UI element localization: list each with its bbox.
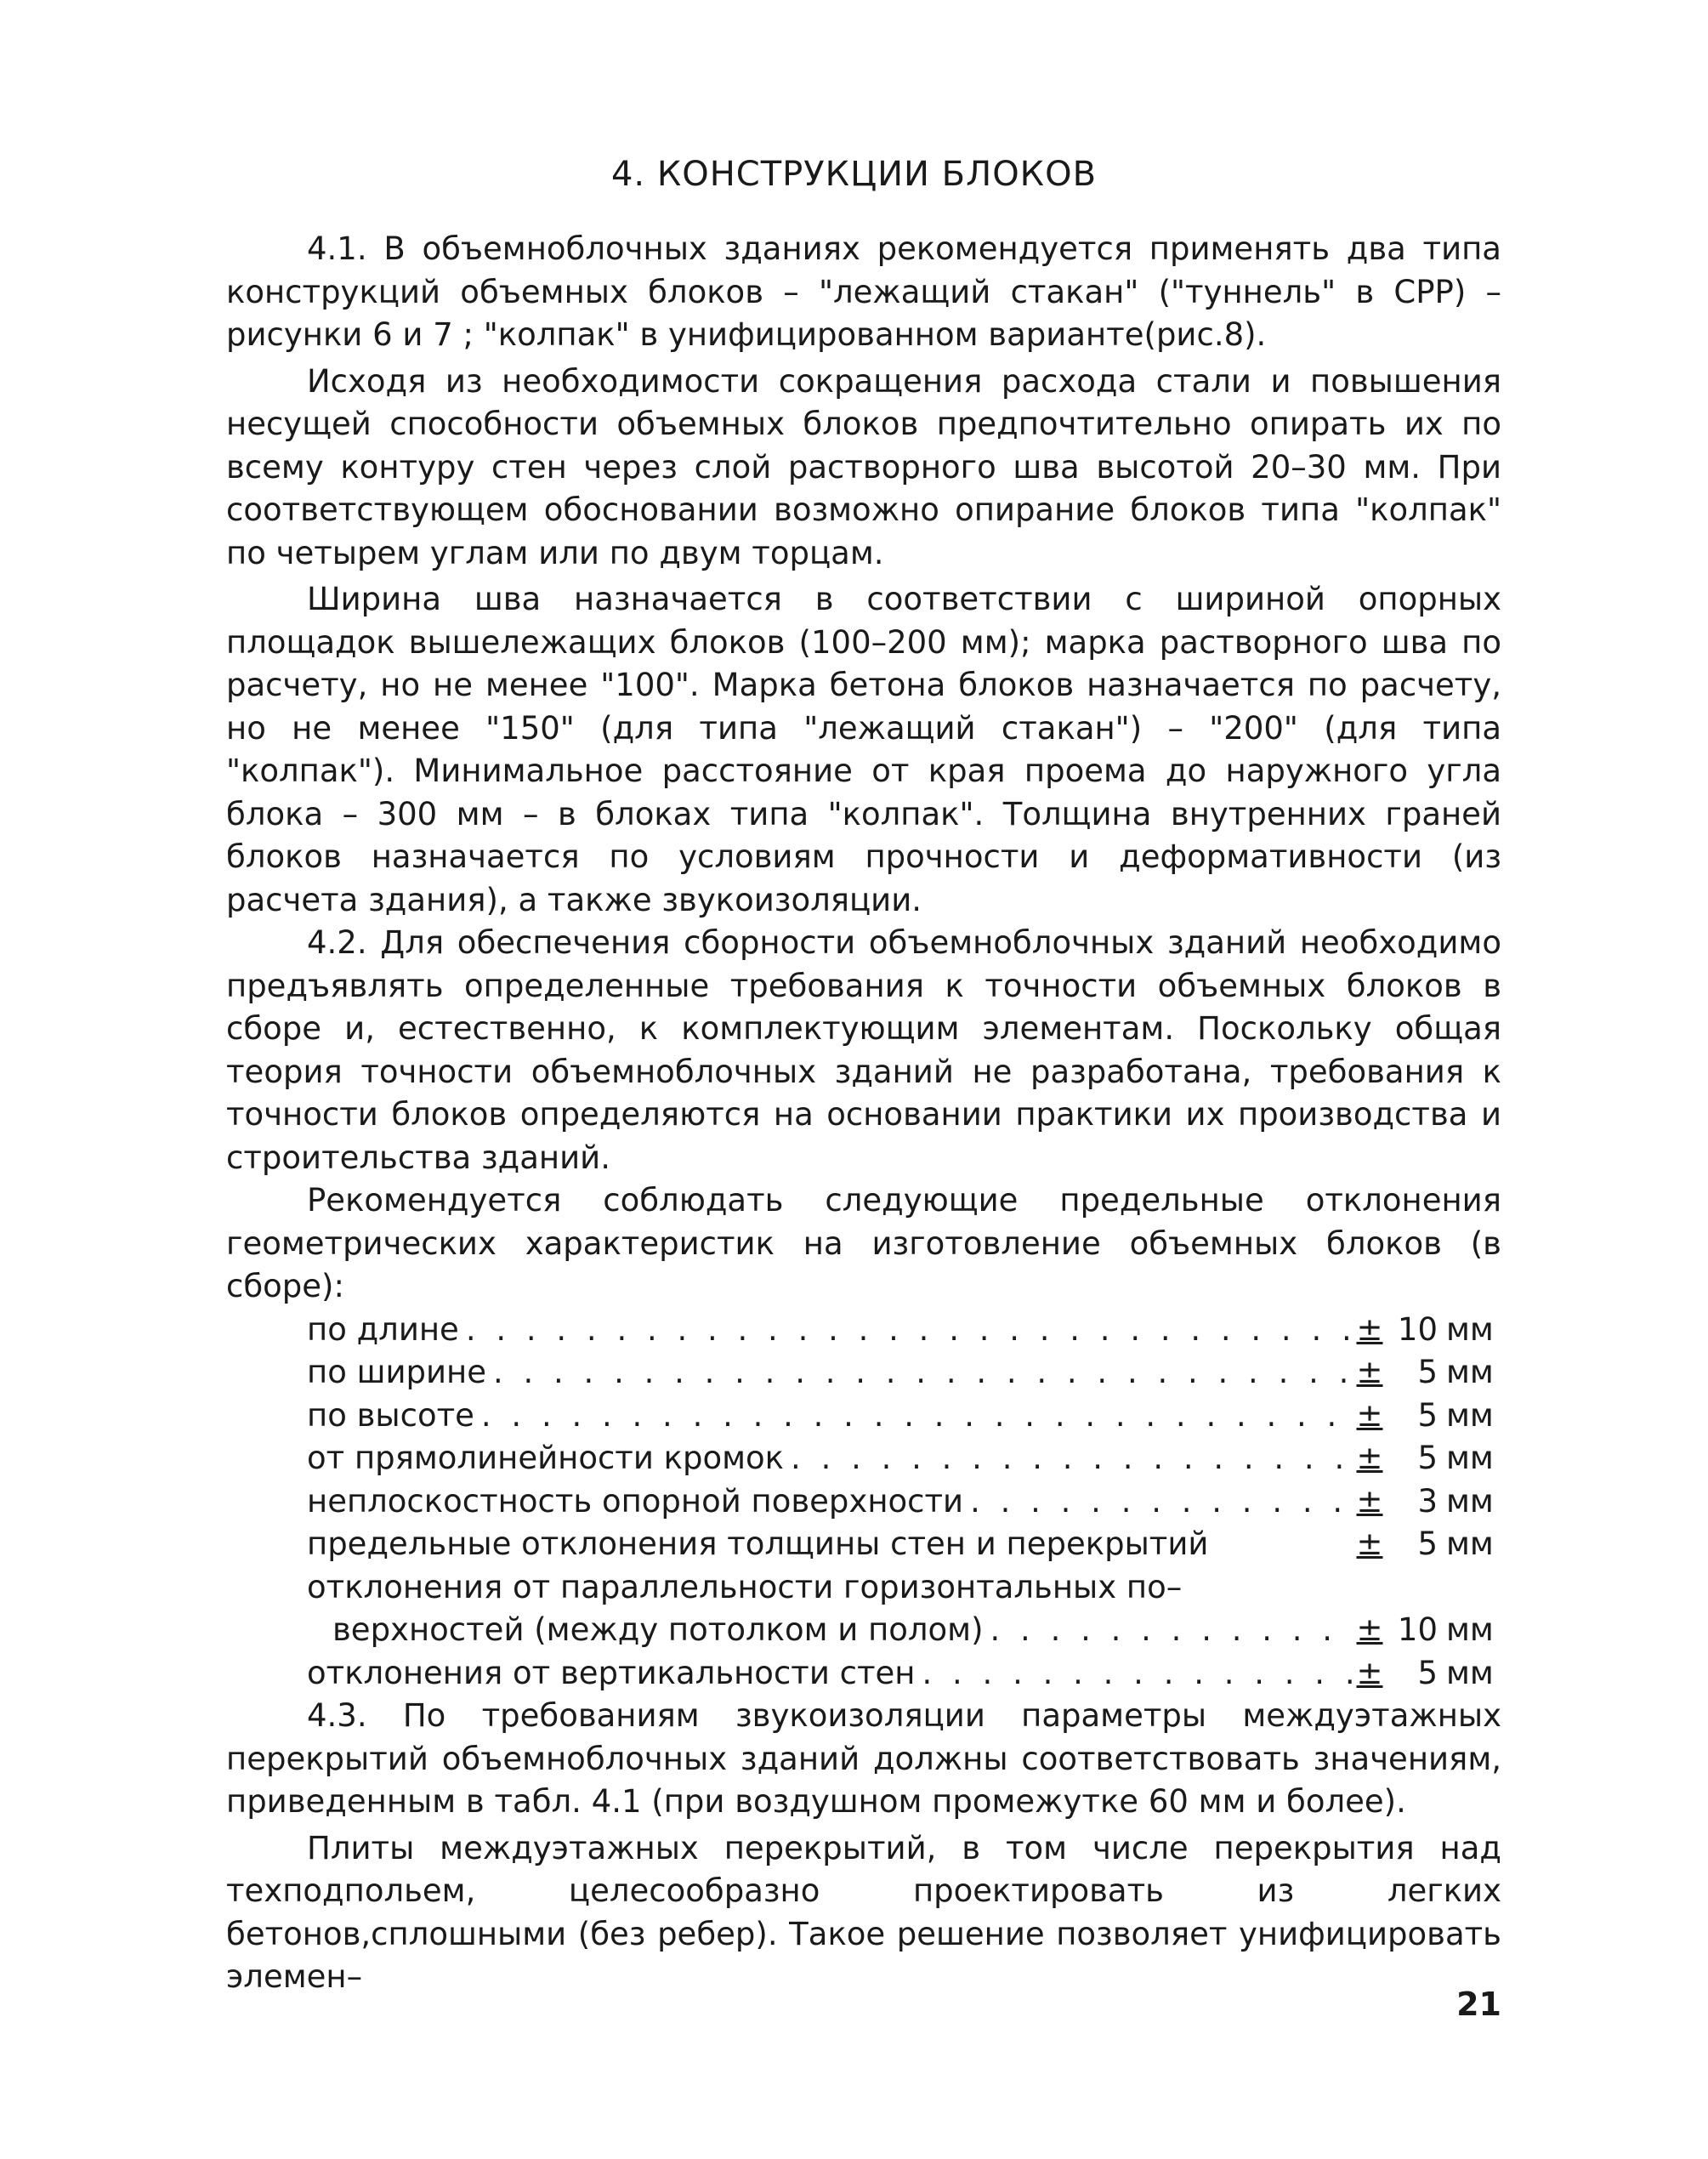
deviation-unit: мм	[1446, 1396, 1494, 1434]
deviation-row	[307, 1480, 1506, 1524]
paragraph-tolerances-intro: Рекомендуется соблюдать следующие предельные отклонения геометрических характеристик на изготовление объемных блоков (в сборе):	[226, 1182, 1501, 1304]
deviation-list	[226, 1309, 1506, 1696]
plus-minus-sign: ±	[1356, 1526, 1383, 1562]
plus-minus-sign: ±	[1356, 1440, 1383, 1476]
deviation-unit: мм	[1446, 1526, 1494, 1562]
deviation-row	[307, 1309, 1506, 1352]
leader-dots	[486, 1351, 1353, 1395]
deviation-value: 3	[1417, 1482, 1438, 1520]
deviation-label: неплоскостность опорной поверхности	[307, 1482, 964, 1520]
section-heading: 4. КОНСТРУКЦИИ БЛОКОВ	[610, 155, 1098, 194]
deviation-value: 5	[1417, 1440, 1438, 1476]
paragraph-seam-width: Ширина шва назначается в соответствии с шириной опорных площадок вышележащих блоков (100–200 мм); марка растворного шва по расчету, но не менее "100". Марка бетона блоков назначается по расчету, но не менее "150" (для типа "лежащий стакан") – "200" (для типа "колпак"). Минимальное расстояние от края проема до наружного угла блока – 300 мм – в блоках типа "колпак". Толщина внутренних граней блоков назначается по условиям прочности и деформативности (из расчета здания), а также звукоизоляции.	[226, 581, 1501, 918]
paragraph-support: Исходя из необходимости сокращения расхода стали и повышения несущей способности объемных блоков предпочтительно опирать их по всему контуру стен через слой растворного шва высотой 20–30 мм. При соответствующем обосновании возможно опирание блоков типа "колпак" по четырем углам или по двум торцам.	[226, 362, 1501, 571]
deviation-unit: мм	[1446, 1354, 1494, 1390]
paragraph-4-1: 4.1. В объемноблочных зданиях рекомендуется применять два типа конструкций объемных блоков – "лежащий стакан" ("туннель" в СРР) – рисунки 6 и 7 ; "колпак" в унифицированном варианте(рис.8).	[226, 230, 1501, 353]
page-number: 21	[1456, 1986, 1501, 2023]
leader-dots	[474, 1395, 1353, 1438]
deviation-row	[307, 1351, 1506, 1395]
deviation-label: по длине	[307, 1310, 459, 1348]
deviation-value: 5	[1417, 1526, 1438, 1562]
plus-minus-sign: ±	[1356, 1611, 1383, 1648]
deviation-row	[307, 1566, 1506, 1610]
deviation-row	[307, 1652, 1506, 1696]
paragraph-floor-slabs: Плиты междуэтажных перекрытий, в том числе перекрытия над техподпольем, целесообразно проектировать из легких бетонов,сплошными (без ребер). Такое решение позволяет унифицировать элемен–	[226, 1829, 1501, 1995]
body-text	[226, 228, 1501, 1999]
deviation-row	[307, 1395, 1506, 1438]
deviation-value: 10	[1397, 1611, 1438, 1648]
plus-minus-sign: ±	[1356, 1482, 1383, 1520]
leader-dots	[963, 1480, 1353, 1524]
deviation-label: по высоте	[307, 1396, 474, 1434]
paragraph-4-3: 4.3. По требованиям звукоизоляции параметры междуэтажных перекрытий объемноблочных зданий должны соответствовать значениям, приведенным в табл. 4.1 (при воздушном промежутке 60 мм и более).	[226, 1697, 1501, 1820]
plus-minus-sign: ±	[1356, 1396, 1383, 1434]
plus-minus-sign: ±	[1356, 1310, 1383, 1348]
deviation-label: верхностей (между потолком и полом)	[332, 1611, 984, 1648]
deviation-unit: мм	[1446, 1611, 1494, 1648]
paragraph-4-2: 4.2. Для обеспечения сборности объемноблочных зданий необходимо предъявлять определенные требования к точности объемных блоков в сборе и, естественно, к комплектующим элементам. Поскольку общая теория точности объемноблочных зданий не разработана, требования к точности блоков определяются на основании практики их производства и строительства зданий.	[226, 924, 1501, 1176]
deviation-row	[307, 1609, 1506, 1652]
deviation-value: 5	[1417, 1654, 1438, 1691]
deviation-row	[307, 1523, 1506, 1566]
deviation-value: 5	[1417, 1354, 1438, 1390]
deviation-label: по ширине	[307, 1354, 486, 1390]
leader-dots	[984, 1609, 1353, 1652]
deviation-value: 10	[1397, 1310, 1438, 1348]
deviation-value: 5	[1417, 1396, 1438, 1434]
plus-minus-sign: ±	[1356, 1354, 1383, 1390]
deviation-label: отклонения от вертикальности стен	[307, 1654, 916, 1691]
leader-dots	[784, 1437, 1353, 1480]
deviation-unit: мм	[1446, 1310, 1494, 1348]
deviation-unit: мм	[1446, 1440, 1494, 1476]
deviation-unit: мм	[1446, 1654, 1494, 1691]
deviation-label: отклонения от параллельности горизонтальных по–	[307, 1568, 1183, 1605]
deviation-unit: мм	[1446, 1482, 1494, 1520]
plus-minus-sign: ±	[1356, 1654, 1383, 1691]
deviation-label: предельные отклонения толщины стен и перекрытий	[307, 1526, 1209, 1562]
deviation-row	[307, 1437, 1506, 1480]
leader-dots	[916, 1652, 1353, 1696]
leader-dots	[459, 1309, 1353, 1352]
deviation-label: от прямолинейности кромок	[307, 1440, 785, 1476]
